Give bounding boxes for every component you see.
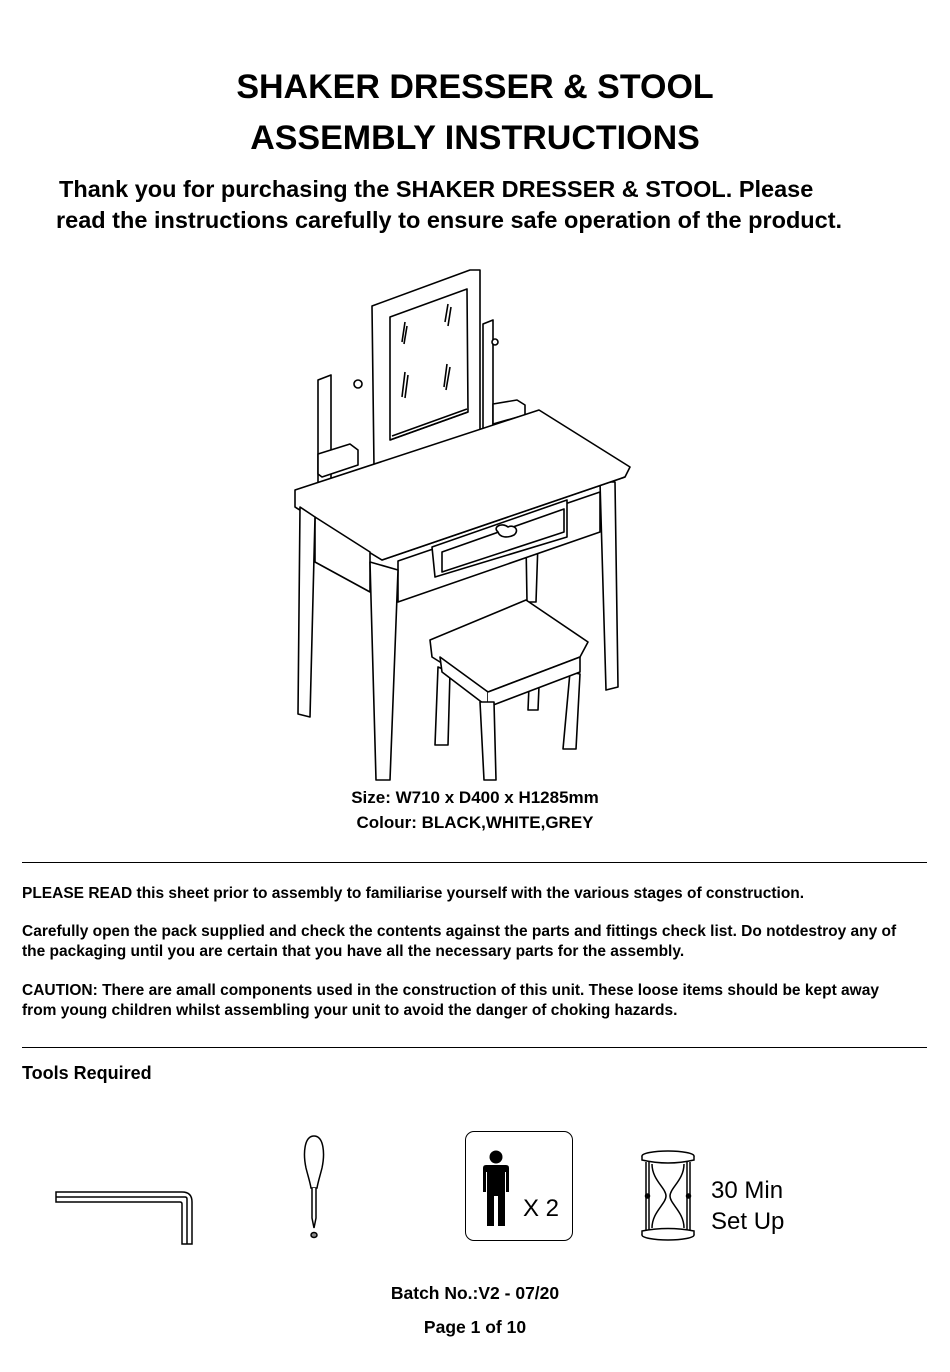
- dresser-stool-illustration: [280, 262, 640, 782]
- careful-line-1: Carefully open the pack supplied and check the contents against the parts and fittings check list. Do notdestroy any of: [22, 923, 897, 940]
- caution-line-2: from young children whilst assembling your unit to avoid the danger of choking hazards.: [22, 1002, 678, 1019]
- screwdriver-icon: [300, 1134, 328, 1240]
- colour-spec: Colour: BLACK,WHITE,GREY: [356, 813, 594, 832]
- caution-line-1: CAUTION: There are amall components used in the construction of this unit. These loose items should be kept away: [22, 982, 879, 999]
- intro-line-2: read the instructions carefully to ensure safe operation of the product.: [56, 207, 843, 233]
- intro-text: [56, 174, 916, 236]
- document-subtitle: ASSEMBLY INSTRUCTIONS: [250, 119, 700, 157]
- size-spec: Size: W710 x D400 x H1285mm: [351, 788, 599, 807]
- setup-time-label: Set Up: [711, 1208, 785, 1235]
- setup-time: [711, 1175, 784, 1237]
- document-title: SHAKER DRESSER & STOOL: [236, 68, 714, 106]
- batch-number: Batch No.:V2 - 07/20: [390, 1283, 560, 1303]
- please-read-lead: PLEASE READ: [22, 885, 133, 902]
- tools-heading: Tools Required: [22, 1063, 152, 1083]
- allen-key-icon: [54, 1190, 196, 1246]
- please-read-text: this sheet prior to assembly to familiarise yourself with the various stages of construction.: [132, 885, 805, 902]
- page-number: Page 1 of 10: [423, 1317, 527, 1337]
- setup-time-duration: 30 Min: [711, 1177, 784, 1204]
- intro-line-1: Thank you for purchasing the SHAKER DRESSER & STOOL. Please: [59, 176, 814, 202]
- please-read-note: [22, 884, 937, 904]
- person-count: X 2: [523, 1195, 560, 1222]
- careful-note: [22, 922, 937, 962]
- person-icon: [480, 1150, 512, 1228]
- divider-top: [22, 862, 927, 863]
- caution-note: [22, 981, 937, 1021]
- careful-line-2: the packaging until you are certain that you have all the necessary parts for the assembly.: [22, 943, 685, 960]
- hourglass-icon: [640, 1150, 696, 1242]
- divider-bottom: [22, 1047, 927, 1048]
- two-person-box: [465, 1131, 573, 1241]
